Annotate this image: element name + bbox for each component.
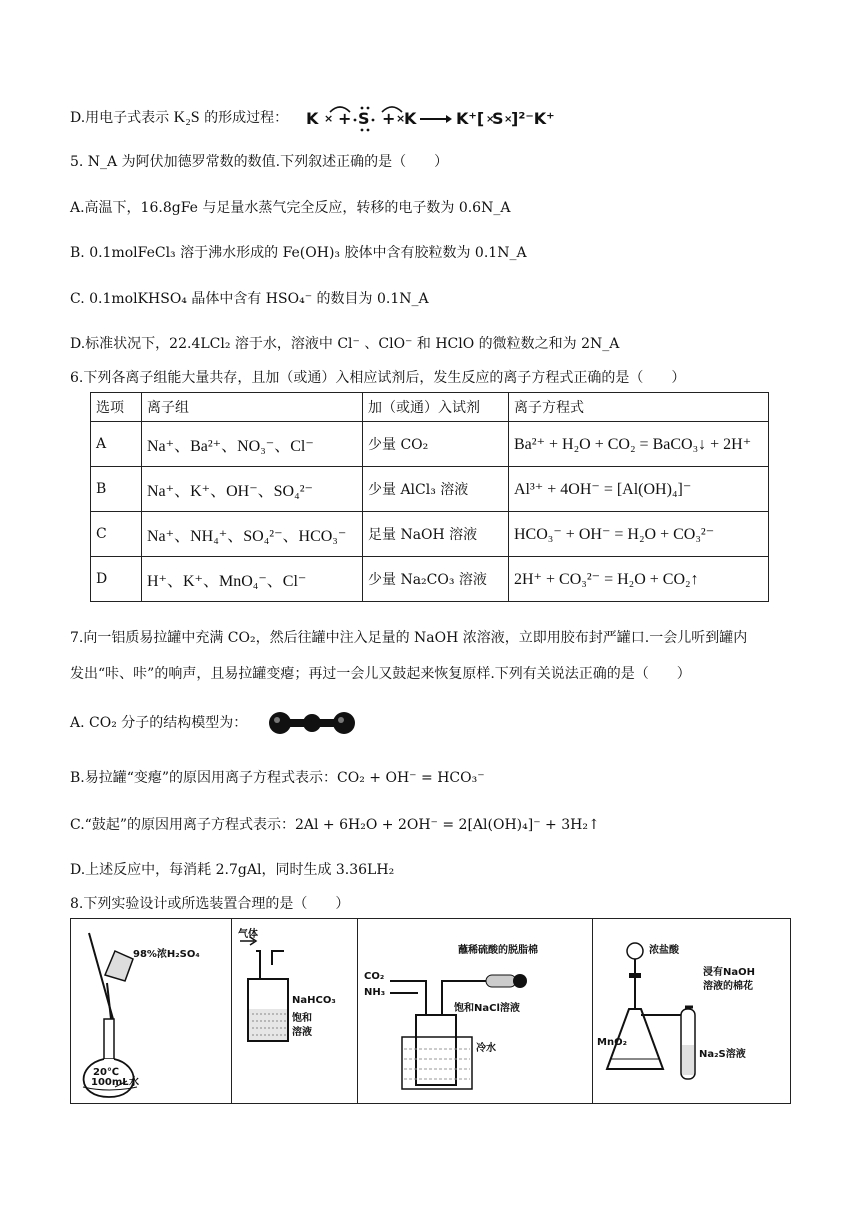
table-row xyxy=(91,422,769,467)
svg-text:×: × xyxy=(324,112,334,125)
chlorine-generator-icon xyxy=(593,919,791,1103)
svg-text:+: + xyxy=(382,109,396,128)
co2-model-image xyxy=(266,710,358,736)
figure-chlorine xyxy=(593,919,791,1103)
table-row xyxy=(91,557,769,602)
table-header-row xyxy=(91,393,769,422)
fig3-nh3-label: NH₃ xyxy=(364,987,386,998)
q5-option-c: C. 0.1molKHSO₄ 晶体中含有 HSO₄⁻ 的数目为 0.1N_A xyxy=(70,291,429,307)
fig3-nacl-label: 饱和NaCl溶液 xyxy=(454,1003,520,1014)
apparatus-figures xyxy=(70,918,791,1104)
fig4-hcl-label: 浓盐酸 xyxy=(649,945,679,956)
q4-option-d: D.用电子式表示 K₂S 的形成过程： xyxy=(70,109,289,126)
table-cell: 少量 AlCl₃ 溶液 xyxy=(363,467,509,512)
table-cell: Na⁺、K⁺、OH⁻、SO₄²⁻ xyxy=(142,467,363,512)
fig4-naoh-label: 浸有NaOH xyxy=(703,967,755,978)
q7-option-a: A. CO₂ 分子的结构模型为： xyxy=(70,715,248,731)
q8-stem: 8.下列实验设计或所选装置合理的是（ ） xyxy=(70,896,350,912)
table-header: 选项 xyxy=(91,393,142,422)
table-cell: 足量 NaOH 溶液 xyxy=(363,512,509,557)
fig4-naoh-label: 溶液的棉花 xyxy=(703,981,753,992)
svg-text:]²⁻K⁺: ]²⁻K⁺ xyxy=(511,109,555,128)
table-cell: H⁺、K⁺、MnO₄⁻、Cl⁻ xyxy=(142,557,363,602)
svg-text:K⁺[: K⁺[ xyxy=(456,109,485,128)
fig2-sol-label: 溶液 xyxy=(292,1027,312,1038)
svg-text:×: × xyxy=(396,112,406,125)
figure-ammonia-soda xyxy=(358,919,593,1103)
table-cell: 2H⁺ + CO₃²⁻ = H₂O + CO₂↑ xyxy=(509,557,769,602)
table-cell: HCO₃⁻ + OH⁻ = H₂O + CO₃²⁻ xyxy=(509,512,769,557)
table-cell: A xyxy=(91,422,142,467)
fig2-sol-label: NaHCO₃ xyxy=(292,995,336,1006)
electron-formula-image xyxy=(302,100,555,134)
svg-text:K: K xyxy=(404,109,417,128)
table-cell: 少量 Na₂CO₃ 溶液 xyxy=(363,557,509,602)
fig1-water-label: 水 xyxy=(129,1077,139,1088)
svg-text:×: × xyxy=(486,114,495,125)
table-cell: Ba²⁺ + H₂O + CO₂ = BaCO₃↓ + 2H⁺ xyxy=(509,422,769,467)
q6-stem: 6.下列各离子组能大量共存，且加（或通）入相应试剂后，发生反应的离子方程式正确的是（ ） xyxy=(70,370,686,386)
ion-table xyxy=(90,392,769,602)
svg-text:S: S xyxy=(358,109,370,128)
fig1-vol-label: 100mL xyxy=(91,1077,129,1088)
figure-dilution xyxy=(71,919,232,1103)
q7-option-d: D.上述反应中，每消耗 2.7gAl，同时生成 3.36LH₂ xyxy=(70,862,395,878)
fig2-gas-label: 气体 xyxy=(238,929,258,940)
q7-option-c: C.“鼓起”的原因用离子方程式表示：2Al + 6H₂O + 2OH⁻ = 2[Al(OH)₄]⁻ + 3H₂↑ xyxy=(70,817,600,833)
table-cell: Al³⁺ + 4OH⁻ = [Al(OH)₄]⁻ xyxy=(509,467,769,512)
table-cell: C xyxy=(91,512,142,557)
q7-option-b: B.易拉罐“变瘪”的原因用离子方程式表示：CO₂ + OH⁻ = HCO₃⁻ xyxy=(70,770,485,786)
table-row xyxy=(91,512,769,557)
fig3-co2-label: CO₂ xyxy=(364,971,385,982)
fig3-cold-label: 冷水 xyxy=(476,1043,496,1054)
svg-text:×: × xyxy=(504,114,513,125)
q5-option-a: A.高温下，16.8gFe 与足量水蒸气完全反应，转移的电子数为 0.6N_A xyxy=(70,200,511,216)
svg-text:+: + xyxy=(338,109,352,128)
table-cell: B xyxy=(91,467,142,512)
table-cell: 少量 CO₂ xyxy=(363,422,509,467)
table-header: 加（或通）入试剂 xyxy=(363,393,509,422)
svg-text:S: S xyxy=(492,109,504,128)
svg-text:K: K xyxy=(306,109,319,128)
table-cell: Na⁺、NH₄⁺、SO₄²⁻、HCO₃⁻ xyxy=(142,512,363,557)
fig1-temp-label: 20℃ xyxy=(93,1067,120,1078)
table-cell: D xyxy=(91,557,142,602)
figure-gas-washing xyxy=(232,919,358,1103)
q5-option-b: B. 0.1molFeCl₃ 溶于沸水形成的 Fe(OH)₃ 胶体中含有胶粒数为 0.1N_A xyxy=(70,245,527,261)
fig3-cotton-label: 蘸稀硫酸的脱脂棉 xyxy=(458,945,538,956)
fig2-sol-label: 饱和 xyxy=(292,1013,312,1024)
table-cell: Na⁺、Ba²⁺、NO₃⁻、Cl⁻ xyxy=(142,422,363,467)
table-row xyxy=(91,467,769,512)
q5-option-d: D.标准状况下，22.4LCl₂ 溶于水，溶液中 Cl⁻ 、ClO⁻ 和 HClO 的微粒数之和为 2N_A xyxy=(70,336,620,352)
q5-stem: 5. N_A 为阿伏加德罗常数的数值.下列叙述正确的是（ ） xyxy=(70,154,449,170)
fig4-mno2-label: MnO₂ xyxy=(597,1037,627,1048)
q7-stem-line1: 7.向一铝质易拉罐中充满 CO₂，然后往罐中注入足量的 NaOH 浓溶液，立即用胶布封严罐口.一会儿听到罐内 xyxy=(70,630,748,646)
table-header: 离子组 xyxy=(142,393,363,422)
q7-stem-line2: 发出“咔、咔”的响声，且易拉罐变瘪；再过一会儿又鼓起来恢复原样.下列有关说法正确的是（ ） xyxy=(70,666,691,682)
table-header: 离子方程式 xyxy=(509,393,769,422)
fig1-acid-label: 98%浓H₂SO₄ xyxy=(133,949,200,960)
fig4-na2s-label: Na₂S溶液 xyxy=(699,1049,746,1060)
